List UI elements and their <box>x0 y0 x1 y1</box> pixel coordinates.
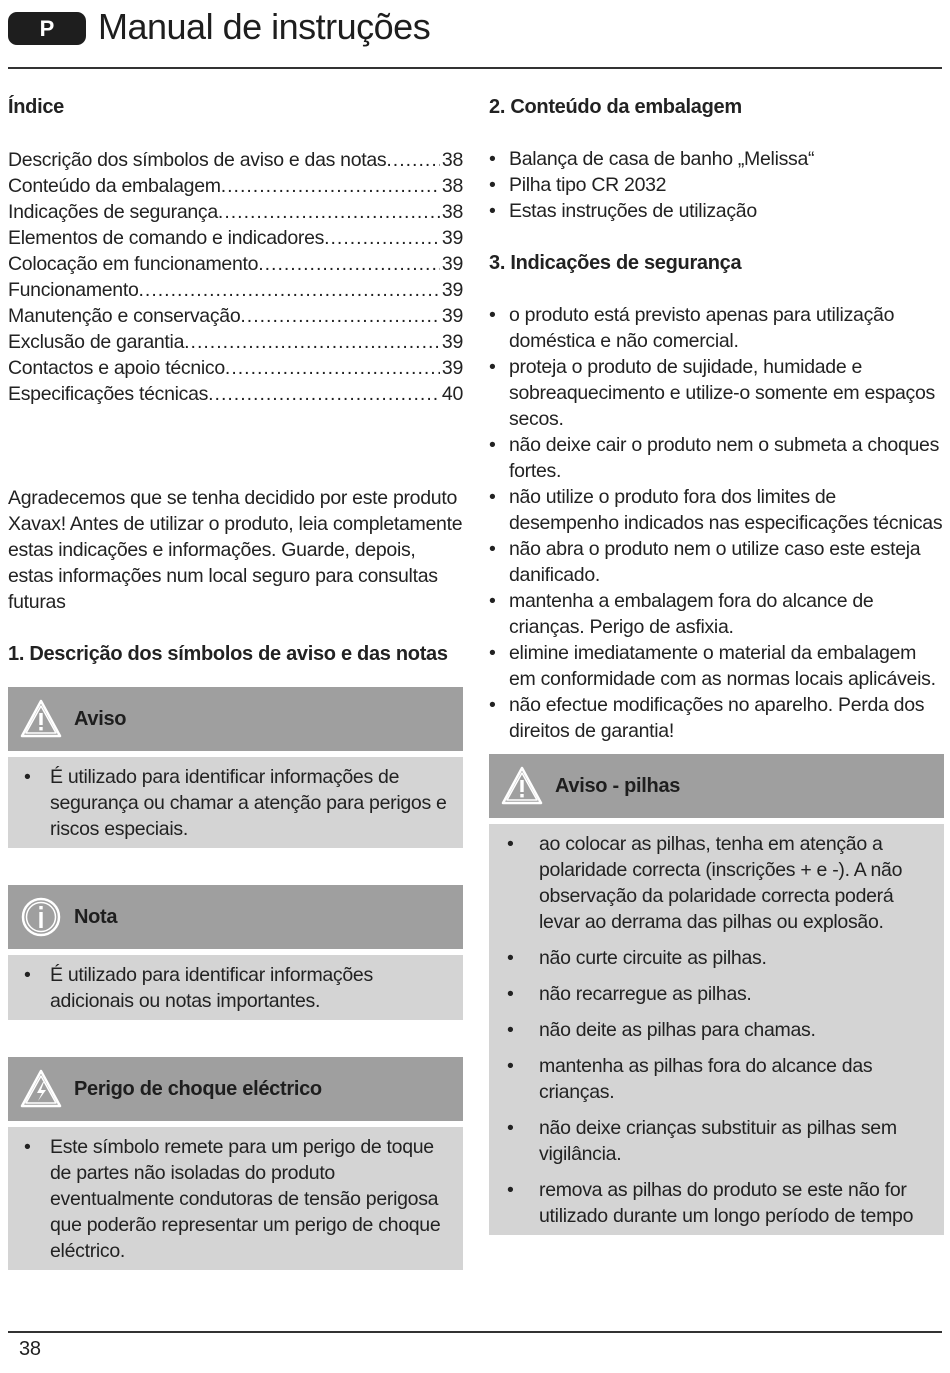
battery-warning-box-body <box>489 824 944 1235</box>
info-circle-icon <box>20 897 62 937</box>
list-item <box>20 1134 451 1264</box>
bullet-icon: • <box>489 538 496 560</box>
list-item-text: não abra o produto nem o utilize caso este esteja danificado. <box>509 538 921 586</box>
toc-entry[interactable] <box>8 199 463 225</box>
toc-entry[interactable] <box>8 173 463 199</box>
toc-entry-title: Descrição dos símbolos de aviso e das notas <box>8 149 387 171</box>
toc-entry-page: 39 <box>441 305 463 327</box>
package-contents-list <box>489 146 944 224</box>
list-item-text: não deixe cair o produto nem o submeta a choques fortes. <box>509 434 940 482</box>
list-item-text: remova as pilhas do produto se este não for utilizado durante um longo período de tempo <box>539 1179 914 1227</box>
toc-entry[interactable] <box>8 355 463 381</box>
toc-entry-title: Especificações técnicas <box>8 383 209 405</box>
toc-entry-page: 39 <box>441 253 463 275</box>
toc-entry[interactable] <box>8 251 463 277</box>
footer-divider <box>8 1331 942 1333</box>
list-item <box>489 354 944 432</box>
page-number: 38 <box>19 1338 41 1360</box>
bullet-icon: • <box>507 1019 514 1041</box>
list-item-text: não utilize o produto fora dos limites de desempenho indicados nas especificações técnicas <box>509 486 943 534</box>
bullet-icon: • <box>507 947 514 969</box>
list-item-text: proteja o produto de sujidade, humidade e sobreaquecimento e utilize-o somente em espaços secos. <box>509 356 935 430</box>
section-3-heading: 3. Indicações de segurança <box>489 252 742 274</box>
toc-entry[interactable] <box>8 329 463 355</box>
list-item <box>501 1177 932 1229</box>
language-badge: P <box>8 12 86 45</box>
toc-entry[interactable] <box>8 147 463 173</box>
warning-label: Aviso <box>74 708 127 730</box>
toc-entry-page: 39 <box>441 279 463 301</box>
note-box-body <box>8 955 463 1020</box>
note-box-header <box>8 885 463 949</box>
list-item <box>501 1115 932 1167</box>
toc-entry[interactable] <box>8 303 463 329</box>
list-item <box>489 588 944 640</box>
battery-warning-box-header <box>489 754 944 818</box>
toc-entry-title: Conteúdo da embalagem <box>8 175 221 197</box>
bullet-icon: • <box>489 486 496 508</box>
bullet-icon: • <box>507 1179 514 1201</box>
bullet-icon: • <box>24 766 31 788</box>
list-item <box>489 432 944 484</box>
bullet-icon: • <box>489 642 496 664</box>
table-of-contents <box>8 147 463 407</box>
bullet-icon: • <box>489 434 496 456</box>
list-item <box>489 146 944 172</box>
list-item <box>489 172 944 198</box>
note-label: Nota <box>74 906 118 928</box>
list-item-text: ao colocar as pilhas, tenha em atenção a polaridade correcta (inscrições + e -). A não observação da polaridade correcta poderá levar ao derrama das pilhas ou explosão. <box>539 833 903 933</box>
list-item-text: Estas instruções de utilização <box>509 200 757 222</box>
bullet-icon: • <box>507 833 514 855</box>
toc-entry-title: Indicações de segurança <box>8 201 218 223</box>
list-item <box>489 536 944 588</box>
list-item <box>20 764 451 842</box>
left-column <box>8 94 463 1270</box>
warning-box-body <box>8 757 463 848</box>
toc-entry-title: Funcionamento <box>8 279 139 301</box>
toc-entry-page: 39 <box>441 331 463 353</box>
list-item <box>489 692 944 744</box>
list-item <box>501 831 932 935</box>
warning-text: É utilizado para identificar informações de segurança ou chamar a atenção para perigos e riscos especiais. <box>50 766 447 840</box>
header-divider <box>8 67 942 69</box>
bullet-icon: • <box>489 174 496 196</box>
safety-list <box>489 302 944 744</box>
toc-entry-page: 38 <box>441 175 463 197</box>
bullet-icon: • <box>489 148 496 170</box>
bullet-icon: • <box>507 983 514 1005</box>
toc-entry-page: 40 <box>441 383 463 405</box>
list-item <box>501 945 932 971</box>
list-item-text: não deixe crianças substituir as pilhas sem vigilância. <box>539 1117 897 1165</box>
warning-box-header <box>8 687 463 751</box>
bullet-icon: • <box>489 200 496 222</box>
list-item <box>501 981 932 1007</box>
battery-warning-label: Aviso - pilhas <box>555 775 681 797</box>
list-item <box>501 1017 932 1043</box>
list-item-text: o produto está previsto apenas para utilização doméstica e não comercial. <box>509 304 895 352</box>
bullet-icon: • <box>489 590 496 612</box>
list-item-text: mantenha a embalagem fora do alcance de crianças. Perigo de asfixia. <box>509 590 874 638</box>
section-1-heading: 1. Descrição dos símbolos de aviso e das notas <box>8 643 448 665</box>
toc-entry-page: 39 <box>441 227 463 249</box>
shock-label: Perigo de choque eléctrico <box>74 1078 322 1100</box>
bullet-icon: • <box>489 694 496 716</box>
toc-entry-page: 38 <box>441 201 463 223</box>
list-item-text: não curte circuite as pilhas. <box>539 947 767 969</box>
list-item <box>489 640 944 692</box>
toc-entry-title: Exclusão de garantia <box>8 331 185 353</box>
shock-box-header <box>8 1057 463 1121</box>
bullet-icon: • <box>24 964 31 986</box>
intro-paragraph: Agradecemos que se tenha decidido por este produto Xavax! Antes de utilizar o produto, leia completamente estas indicações e informações. Guarde, depois, estas informações num local seguro para consultas futuras <box>8 487 463 613</box>
list-item-text: elimine imediatamente o material da embalagem em conformidade com as normas locais aplicáveis. <box>509 642 936 690</box>
toc-entry-title: Colocação em funcionamento <box>8 253 259 275</box>
shock-box-body <box>8 1127 463 1270</box>
list-item-text: não efectue modificações no aparelho. Perda dos direitos de garantia! <box>509 694 925 742</box>
electric-shock-icon <box>20 1069 62 1109</box>
toc-entry[interactable] <box>8 381 463 407</box>
toc-heading: Índice <box>8 96 64 118</box>
toc-entry[interactable] <box>8 277 463 303</box>
toc-entry-title: Elementos de comando e indicadores <box>8 227 325 249</box>
toc-entry[interactable] <box>8 225 463 251</box>
right-column <box>489 94 944 1235</box>
list-item-text: não deite as pilhas para chamas. <box>539 1019 816 1041</box>
toc-entry-page: 38 <box>441 149 463 171</box>
list-item <box>489 198 944 224</box>
list-item <box>489 484 944 536</box>
list-item <box>20 962 451 1014</box>
warning-triangle-icon <box>501 766 543 806</box>
note-text: É utilizado para identificar informações adicionais ou notas importantes. <box>50 964 373 1012</box>
list-item <box>489 302 944 354</box>
page-title: Manual de instruções <box>98 6 431 47</box>
toc-entry-title: Manutenção e conservação <box>8 305 241 327</box>
list-item <box>501 1053 932 1105</box>
bullet-icon: • <box>489 304 496 326</box>
list-item-text: mantenha as pilhas fora do alcance das crianças. <box>539 1055 873 1103</box>
section-2-heading: 2. Conteúdo da embalagem <box>489 96 742 118</box>
toc-entry-page: 39 <box>441 357 463 379</box>
list-item-text: Pilha tipo CR 2032 <box>509 174 667 196</box>
bullet-icon: • <box>24 1136 31 1158</box>
shock-text: Este símbolo remete para um perigo de toque de partes não isoladas do produto eventualmente condutoras de tensão perigosa que poderão representar um perigo de choque eléctrico. <box>50 1136 441 1262</box>
bullet-icon: • <box>489 356 496 378</box>
toc-entry-title: Contactos e apoio técnico <box>8 357 225 379</box>
warning-triangle-icon <box>20 699 62 739</box>
bullet-icon: • <box>507 1055 514 1077</box>
bullet-icon: • <box>507 1117 514 1139</box>
list-item-text: Balança de casa de banho „Melissa“ <box>509 148 815 170</box>
list-item-text: não recarregue as pilhas. <box>539 983 752 1005</box>
